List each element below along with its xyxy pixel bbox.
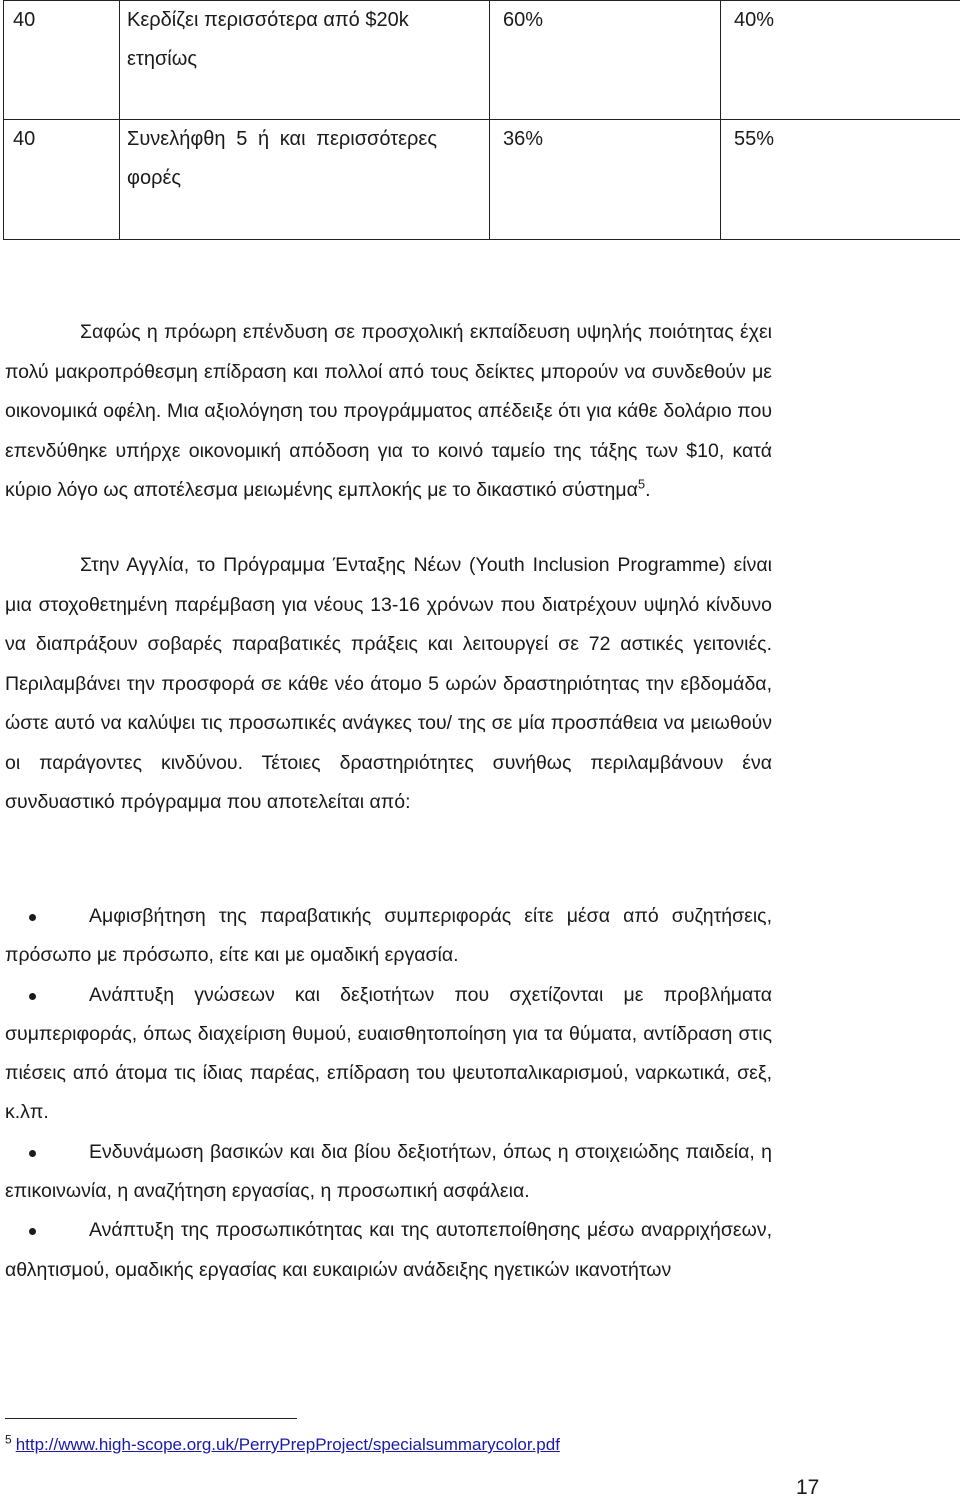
table-row xyxy=(4,120,960,240)
footnote-marker: 5 xyxy=(5,1432,12,1447)
table-cell-outcome: Κερδίζει περισσότερα από $20k ετησίως xyxy=(120,1,490,120)
list-item: Ανάπτυξη της προσωπικότητας και της αυτοπεποίθησης μέσω αναρριχήσεων, αθλητισμού, ομαδικής εργασίας και ευκαιριών ανάδειξης ηγετικών ικανοτήτων xyxy=(5,1219,772,1281)
table-cell-control-group: 55% xyxy=(721,120,960,240)
bullet-icon xyxy=(29,993,36,1000)
list-item: Ενδυνάμωση βασικών και δια βίου δεξιοτήτων, όπως η στοιχειώδης παιδεία, η επικοινωνία, η αναζήτηση εργασίας, η προσωπική ασφάλεια. xyxy=(5,1140,772,1203)
table-cell-outcome: Συνελήφθη 5 ή και περισσότερες φορές xyxy=(120,120,490,240)
table-cell-program-group: 60% xyxy=(490,1,721,120)
activities-list xyxy=(5,897,772,1290)
table-cell-age: 40 xyxy=(4,1,120,120)
table-cell-program-group: 36% xyxy=(490,120,721,240)
footnote-reference[interactable]: 5 xyxy=(637,476,646,492)
paragraph-early-investment: Σαφώς η πρόωρη επένδυση σε προσχολική εκπαίδευση υψηλής ποιότητας έχει πολύ μακροπρόθεσμη επίδραση και πολλοί από τους δείκτες μπορούν να συνδεθούν με οικονομικά οφέλη. Μια αξιολόγηση του προγράμματος απέδειξε ότι για κάθε δολάριο που επενδύθηκε υπήρχε οικονομική απόδοση για το κοινό ταμείο της τάξης των $10, κατά κύριο λόγο ως αποτέλεσμα μειωμένης εμπλοκής με το δικαστικό σύστημα$^5$. xyxy=(5,321,772,501)
footnote-divider xyxy=(5,1418,297,1419)
footnote-link[interactable]: http://www.high-scope.org.uk/PerryPrepProject/specialsummarycolor.pdf xyxy=(15,1435,560,1454)
bullet-icon xyxy=(29,1228,36,1235)
list-item: Ανάπτυξη γνώσεων και δεξιοτήτων που σχετίζονται με προβλήματα συμπεριφοράς, όπως διαχείριση θυμού, ευαισθητοποίηση για τα θύματα, αντίδραση στις πιέσεις από άτομα τις ίδιας παρέας, επίδραση του ψευτοπαλικαρισμού, ναρκωτικά, σεξ, κ.λπ. xyxy=(5,983,772,1124)
statistics-table xyxy=(3,0,960,240)
table-cell-control-group: 40% xyxy=(721,1,960,120)
table-row xyxy=(4,1,960,120)
paragraph-youth-inclusion: Στην Αγγλία, το Πρόγραμμα Ένταξης Νέων (Youth Inclusion Programme) είναι μια στοχοθετημένη παρέμβαση για νέους 13-16 χρόνων που διατρέχουν υψηλό κίνδυνο να διαπράξουν σοβαρές παραβατικές πράξεις και λειτουργεί σε 72 αστικές γειτονιές. Περιλαμβάνει την προσφορά σε κάθε νέο άτομο 5 ωρών δραστηριότητας την εβδομάδα, ώστε αυτό να καλύψει τις προσωπικές ανάγκες του/ της σε μία προσπάθεια να μειωθούν οι παράγοντες κινδύνου. Τέτοιες δραστηριότητες συνήθως περιλαμβάνουν ένα συνδυαστικό πρόγραμμα που αποτελείται από: xyxy=(5,554,772,813)
bullet-icon xyxy=(29,1150,36,1157)
list-item: Αμφισβήτηση της παραβατικής συμπεριφοράς είτε μέσα από συζητήσεις, πρόσωπο με πρόσωπο, είτε και με ομαδική εργασία. xyxy=(5,905,772,967)
footnote xyxy=(5,1430,560,1460)
table-cell-age: 40 xyxy=(4,120,120,240)
page-number: 17 xyxy=(796,1476,820,1499)
bullet-icon xyxy=(29,914,36,921)
